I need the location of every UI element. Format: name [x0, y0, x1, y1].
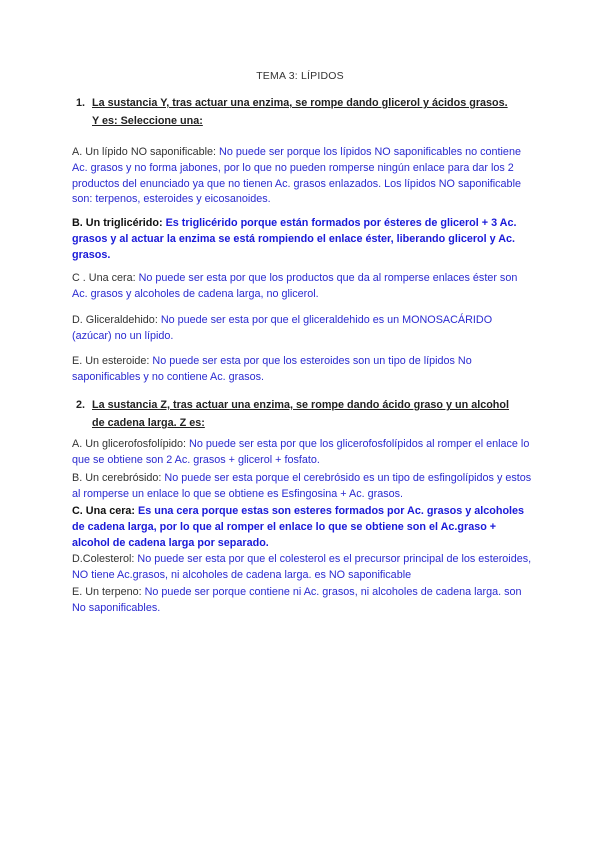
question-text: La sustancia Z, tras actuar una enzima, se rompe dando ácido graso y un alcohol de cadena larga. Z es: — [92, 399, 509, 429]
answer-label: C. Una cera: — [72, 505, 139, 517]
answer-explanation: No puede ser porque contiene ni Ac. grasos, ni alcoholes de cadena larga. son No saponificables. — [72, 586, 522, 614]
answer-explanation: No puede ser esta por que los productos que da al romperse enlaces éster son Ac. grasos y alcoholes de cadena larga, no glicerol. — [72, 272, 518, 300]
answer-explanation: No puede ser esta por que el gliceraldehido es un MONOSACÁRIDO (azúcar) no un lípido. — [72, 314, 493, 342]
answer-1e — [72, 354, 532, 386]
answer-label: B. Un cerebrósido: — [72, 472, 165, 484]
answer-label: C . Una cera: — [72, 272, 139, 284]
answer-explanation: No puede ser esta por que los esteroides son un tipo de lípidos No saponificables y no contiene Ac. grasos. — [72, 355, 472, 383]
answer-label: D.Colesterol: — [72, 553, 138, 565]
answer-2d — [72, 552, 532, 584]
answer-2e — [72, 585, 532, 617]
answer-explanation: Es triglicérido porque están formados por ésteres de glicerol + 3 Ac. grasos y al actuar la enzima se está rompiendo el enlace éster, liberando glicerol y Ac. grasos. — [72, 217, 517, 261]
answer-1d — [72, 313, 532, 345]
answer-1c — [72, 271, 532, 303]
answer-label: B. Un triglicérido: — [72, 217, 166, 229]
answer-1b-correct — [72, 216, 532, 263]
question-number: 2. — [76, 399, 86, 411]
document-title: TEMA 3: LÍPIDOS — [256, 70, 344, 82]
answer-2b — [72, 471, 532, 503]
answer-2c-correct — [72, 504, 532, 551]
answer-1a — [72, 145, 532, 208]
question-1 — [76, 94, 512, 130]
answer-label: E. Un esteroide: — [72, 355, 153, 367]
question-number: 1. — [76, 97, 86, 109]
question-2 — [76, 396, 512, 432]
answer-label: E. Un terpeno: — [72, 586, 145, 598]
answer-explanation: No puede ser esta por que el colesterol es el precursor principal de los esteroides, NO tiene Ac.grasos, ni alcoholes de cadena larga. es NO saponificable — [72, 553, 532, 581]
answer-label: A. Un glicerofosfolípido: — [72, 438, 190, 450]
answer-label: D. Gliceraldehido: — [72, 314, 161, 326]
answer-explanation: No puede ser porque los lípidos NO saponificables no contiene Ac. grasos y no forma jabones, por lo que no pueden romperse ningún enlace para dar los 2 productos del enunciado ya que no tienen Ac. grasos enlazados. Los lípidos NO saponificable son: terpenos, esteroides y eicosanoides. — [72, 146, 521, 206]
answer-2a — [72, 437, 532, 469]
answer-label: A. Un lípido NO saponificable: — [72, 146, 220, 158]
answer-explanation: No puede ser esta porque el cerebrósido es un tipo de esfingolípidos y estos al romperse un enlace lo que se obtiene es Esfingosina + Ac. grasos. — [72, 472, 532, 500]
question-text: La sustancia Y, tras actuar una enzima, se rompe dando glicerol y ácidos grasos. Y es: Seleccione una: — [92, 97, 508, 127]
answer-explanation: No puede ser esta por que los glicerofosfolípidos al romper el enlace lo que se obtiene son 2 Ac. grasos + glicerol + fosfato. — [72, 438, 530, 466]
answer-explanation: Es una cera porque estas son esteres formados por Ac. grasos y alcoholes de cadena larga, por lo que al romper el enlace lo que se obtiene son el Ac.graso + alcohol de cadena larga por separado. — [72, 505, 525, 549]
